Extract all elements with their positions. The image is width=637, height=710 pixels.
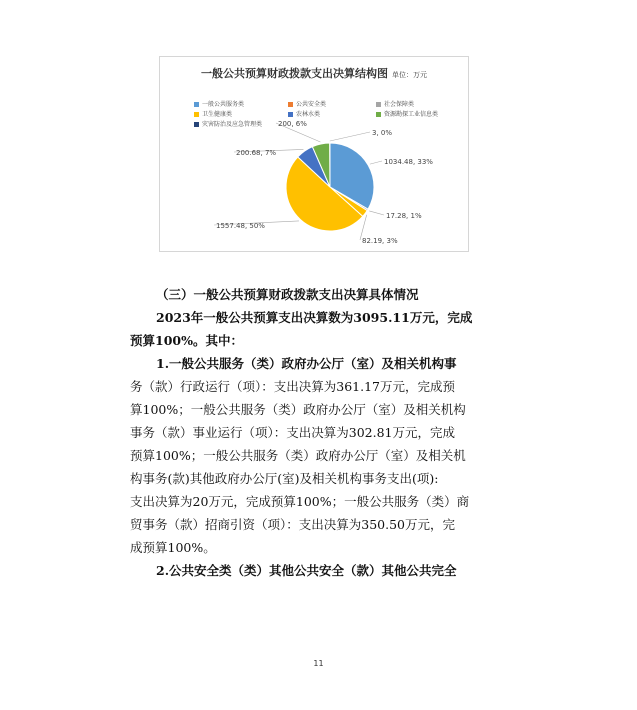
legend-label: 资源勘探工业信息类	[384, 111, 439, 118]
item1-line: 算100%；一般公共服务（类）政府办公厅（室）及相关机构	[130, 402, 466, 417]
legend-label: 一般公共服务类	[202, 101, 245, 108]
item1-line: 1.一般公共服务（类）政府办公厅（室）及相关机构事	[156, 356, 457, 371]
item1-line: 成预算100%。	[130, 540, 216, 555]
legend-label: 农林水类	[296, 111, 321, 118]
legend-label: 公共安全类	[296, 101, 327, 108]
pie-chart	[159, 56, 469, 252]
slice-leader-line	[330, 132, 370, 141]
item1-line: 预算100%；一般公共服务（类）政府办公厅（室）及相关机	[130, 448, 466, 463]
summary-line: 预算100%。其中：	[130, 333, 243, 348]
item1-line: 务（款）行政运行（项）：支出决算为361.17万元，完成预	[130, 379, 455, 394]
legend-label: 社会保障类	[384, 101, 415, 108]
slice-data-label: 1557.48, 50%	[216, 222, 265, 230]
legend-label: 卫生健康类	[202, 111, 233, 118]
slice-leader-line	[369, 211, 384, 215]
slice-leader-line	[370, 161, 382, 164]
section-heading: （三）一般公共预算财政拨款支出决算具体情况	[156, 287, 419, 302]
slice-data-label: 1034.48, 33%	[384, 158, 433, 166]
item1-line: 贸事务（款）招商引资（项）：支出决算为350.50万元，完	[130, 517, 455, 532]
item1-line: 构事务(款)其他政府办公厅(室)及相关机构事务支出(项):	[130, 471, 439, 486]
document-body	[130, 283, 510, 582]
chart-title-text: 一般公共预算财政拨款支出决算结构图	[201, 67, 388, 80]
chart-unit: 单位：万元	[392, 71, 427, 79]
slice-data-label: 200, 6%	[278, 120, 307, 128]
slice-data-label: 200.68, 7%	[236, 149, 277, 157]
slice-data-label: 3, 0%	[372, 129, 393, 137]
summary-line: 2023年一般公共预算支出决算数为3095.11万元，完成	[156, 310, 473, 325]
slice-data-label: 82.19, 3%	[362, 237, 398, 245]
slice-data-label: 17.28, 1%	[386, 212, 422, 220]
page-number: 11	[313, 659, 324, 668]
item1-line: 支出决算为20万元，完成预算100%；一般公共服务（类）商	[130, 494, 470, 509]
pie-svg	[160, 57, 468, 251]
legend-label: 灾害防治及应急管理类	[202, 121, 263, 128]
item1-line: 事务（款）事业运行（项）：支出决算为302.81万元，完成	[130, 425, 455, 440]
item2-line: 2.公共安全类（类）其他公共安全（款）其他公共完全	[156, 563, 457, 578]
